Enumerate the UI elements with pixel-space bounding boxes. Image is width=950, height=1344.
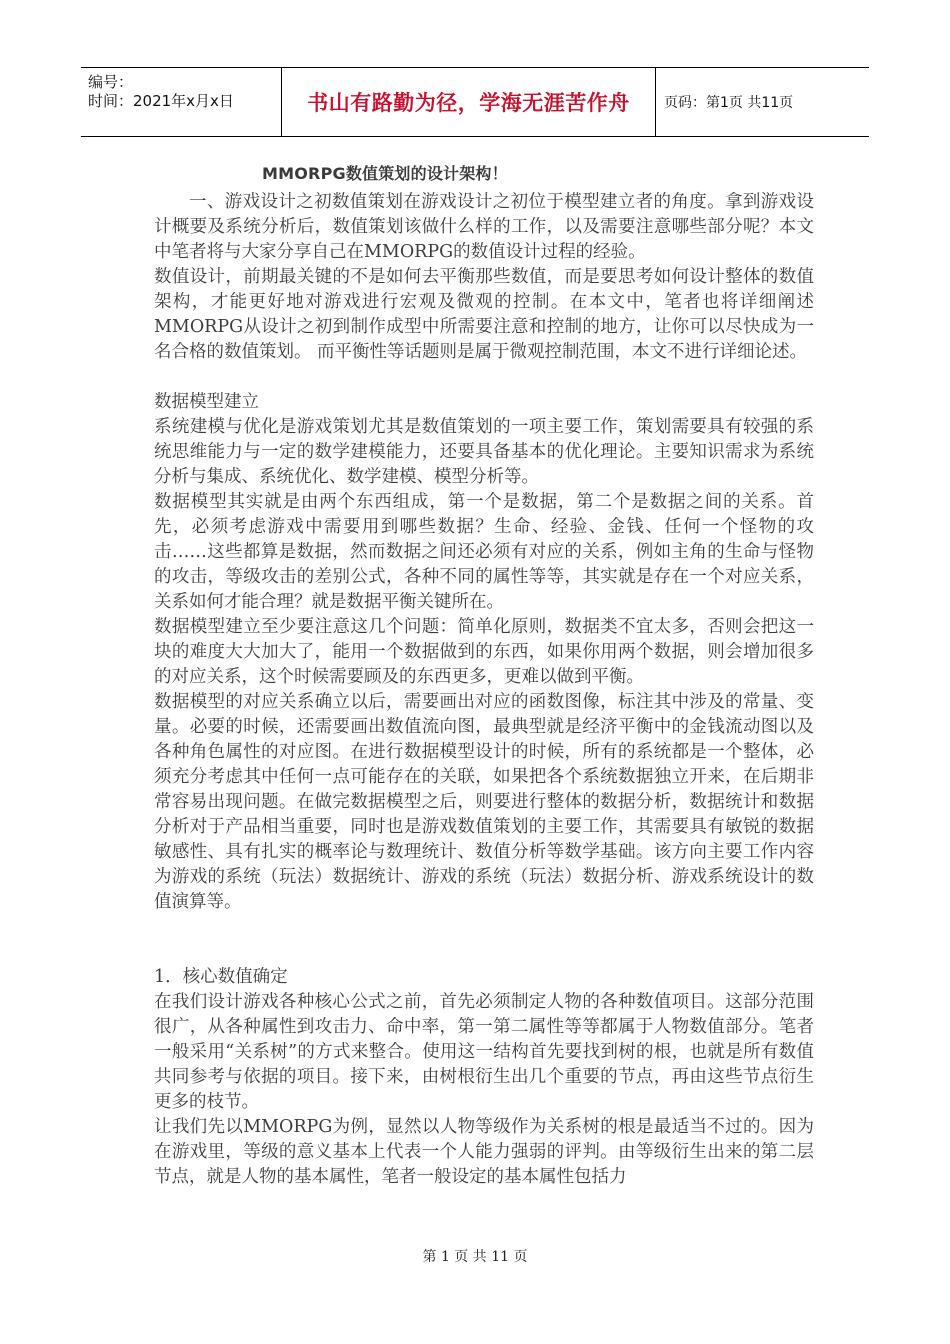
- paragraph: 数值设计，前期最关键的不是如何去平衡那些数值，而是要思考如何设计整体的数值架构，才能更好地对游戏进行宏观及微观的控制。在本文中，笔者也将详细阐述MMORPG从设计之初到制作成型中所需要注意和控制的地方，让你可以尽快成为一名合格的数值策划。 而平衡性等话题则是属于微观控制范围，本文不进行详细论述。: [154, 267, 814, 362]
- paragraph: 一、游戏设计之初数值策划在游戏设计之初位于模型建立者的角度。拿到游戏设计概要及系统分析后，数值策划该做什么样的工作，以及需要注意哪些部分呢？本文中笔者将与大家分享自己在MMORPG的数值设计过程的经验。: [154, 192, 814, 262]
- header-page-cell: [656, 68, 869, 136]
- paragraph: 系统建模与优化是游戏策划尤其是数值策划的一项主要工作，策划需要具有较强的系统思维能力与一定的数学建模能力，还要具备基本的优化理论。主要知识需求为系统分析与集成、系统优化、数学建模、模型分析等。: [154, 417, 814, 487]
- section-heading: 1．核心数值确定: [154, 967, 288, 987]
- document-body: [154, 190, 814, 1190]
- paragraph: 数据模型建立至少要注意这几个问题：简单化原则，数据类不宜太多，否则会把这一块的难度大大加大了，能用一个数据做到的东西，如果你用两个数据，则会增加很多的对应关系，这个时候需要顾及的东西更多，更难以做到平衡。: [154, 617, 814, 687]
- code-label: 编号：: [88, 73, 134, 91]
- paragraph: 让我们先以MMORPG为例，显然以人物等级作为关系树的根是最适当不过的。因为在游戏里，等级的意义基本上代表一个人能力强弱的评判。由等级衍生出来的第二层节点，就是人物的基本属性，笔者一般设定的基本属性包括力: [154, 1117, 814, 1187]
- time-label: 时间：2021年x月x日: [88, 92, 234, 110]
- paragraph: 数据模型的对应关系确立以后，需要画出对应的函数图像，标注其中涉及的常量、变量。必要的时候，还需要画出数值流向图，最典型就是经济平衡中的金钱流动图以及各种角色属性的对应图。在进行数据模型设计的时候，所有的系统都是一个整体，必须充分考虑其中任何一点可能存在的关联，如果把各个系统数据独立开来，在后期非常容易出现问题。在做完数据模型之后，则要进行整体的数据分析，数据统计和数据分析对于产品相当重要，同时也是游戏数值策划的主要工作，其需要具有敏锐的数据敏感性、具有扎实的概率论与数理统计、数值分析等数学基础。该方向主要工作内容为游戏的系统（玩法）数据统计、游戏的系统（玩法）数据分析、游戏系统设计的数值演算等。: [154, 692, 814, 912]
- header-table: [81, 67, 869, 137]
- document-title: MMORPG数值策划的设计架构！: [262, 164, 508, 183]
- page-label: 页码：第1页 共11页: [664, 95, 794, 111]
- header-motto-cell: [282, 68, 656, 136]
- section-heading: 数据模型建立: [154, 392, 259, 412]
- header-motto: 书山有路勤为径，学海无涯苦作舟: [307, 90, 630, 115]
- paragraph: 数据模型其实就是由两个东西组成，第一个是数据，第二个是数据之间的关系。首先，必须考虑游戏中需要用到哪些数据？生命、经验、金钱、任何一个怪物的攻击……这些都算是数据，然而数据之间还必须有对应的关系，例如主角的生命与怪物的攻击，等级攻击的差别公式，各种不同的属性等等，其实就是存在一个对应关系，关系如何才能合理？就是数据平衡关键所在。: [154, 492, 814, 612]
- header-meta: [81, 68, 282, 136]
- paragraph: 在我们设计游戏各种核心公式之前，首先必须制定人物的各种数值项目。这部分范围很广，从各种属性到攻击力、命中率，第一第二属性等等都属于人物数值部分。笔者一般采用“关系树”的方式来整合。使用这一结构首先要找到树的根，也就是所有数值共同参考与依据的项目。接下来，由树根衍生出几个重要的节点，再由这些节点衍生更多的枝节。: [154, 992, 814, 1112]
- page-footer: 第 1 页 共 11 页: [422, 1249, 528, 1265]
